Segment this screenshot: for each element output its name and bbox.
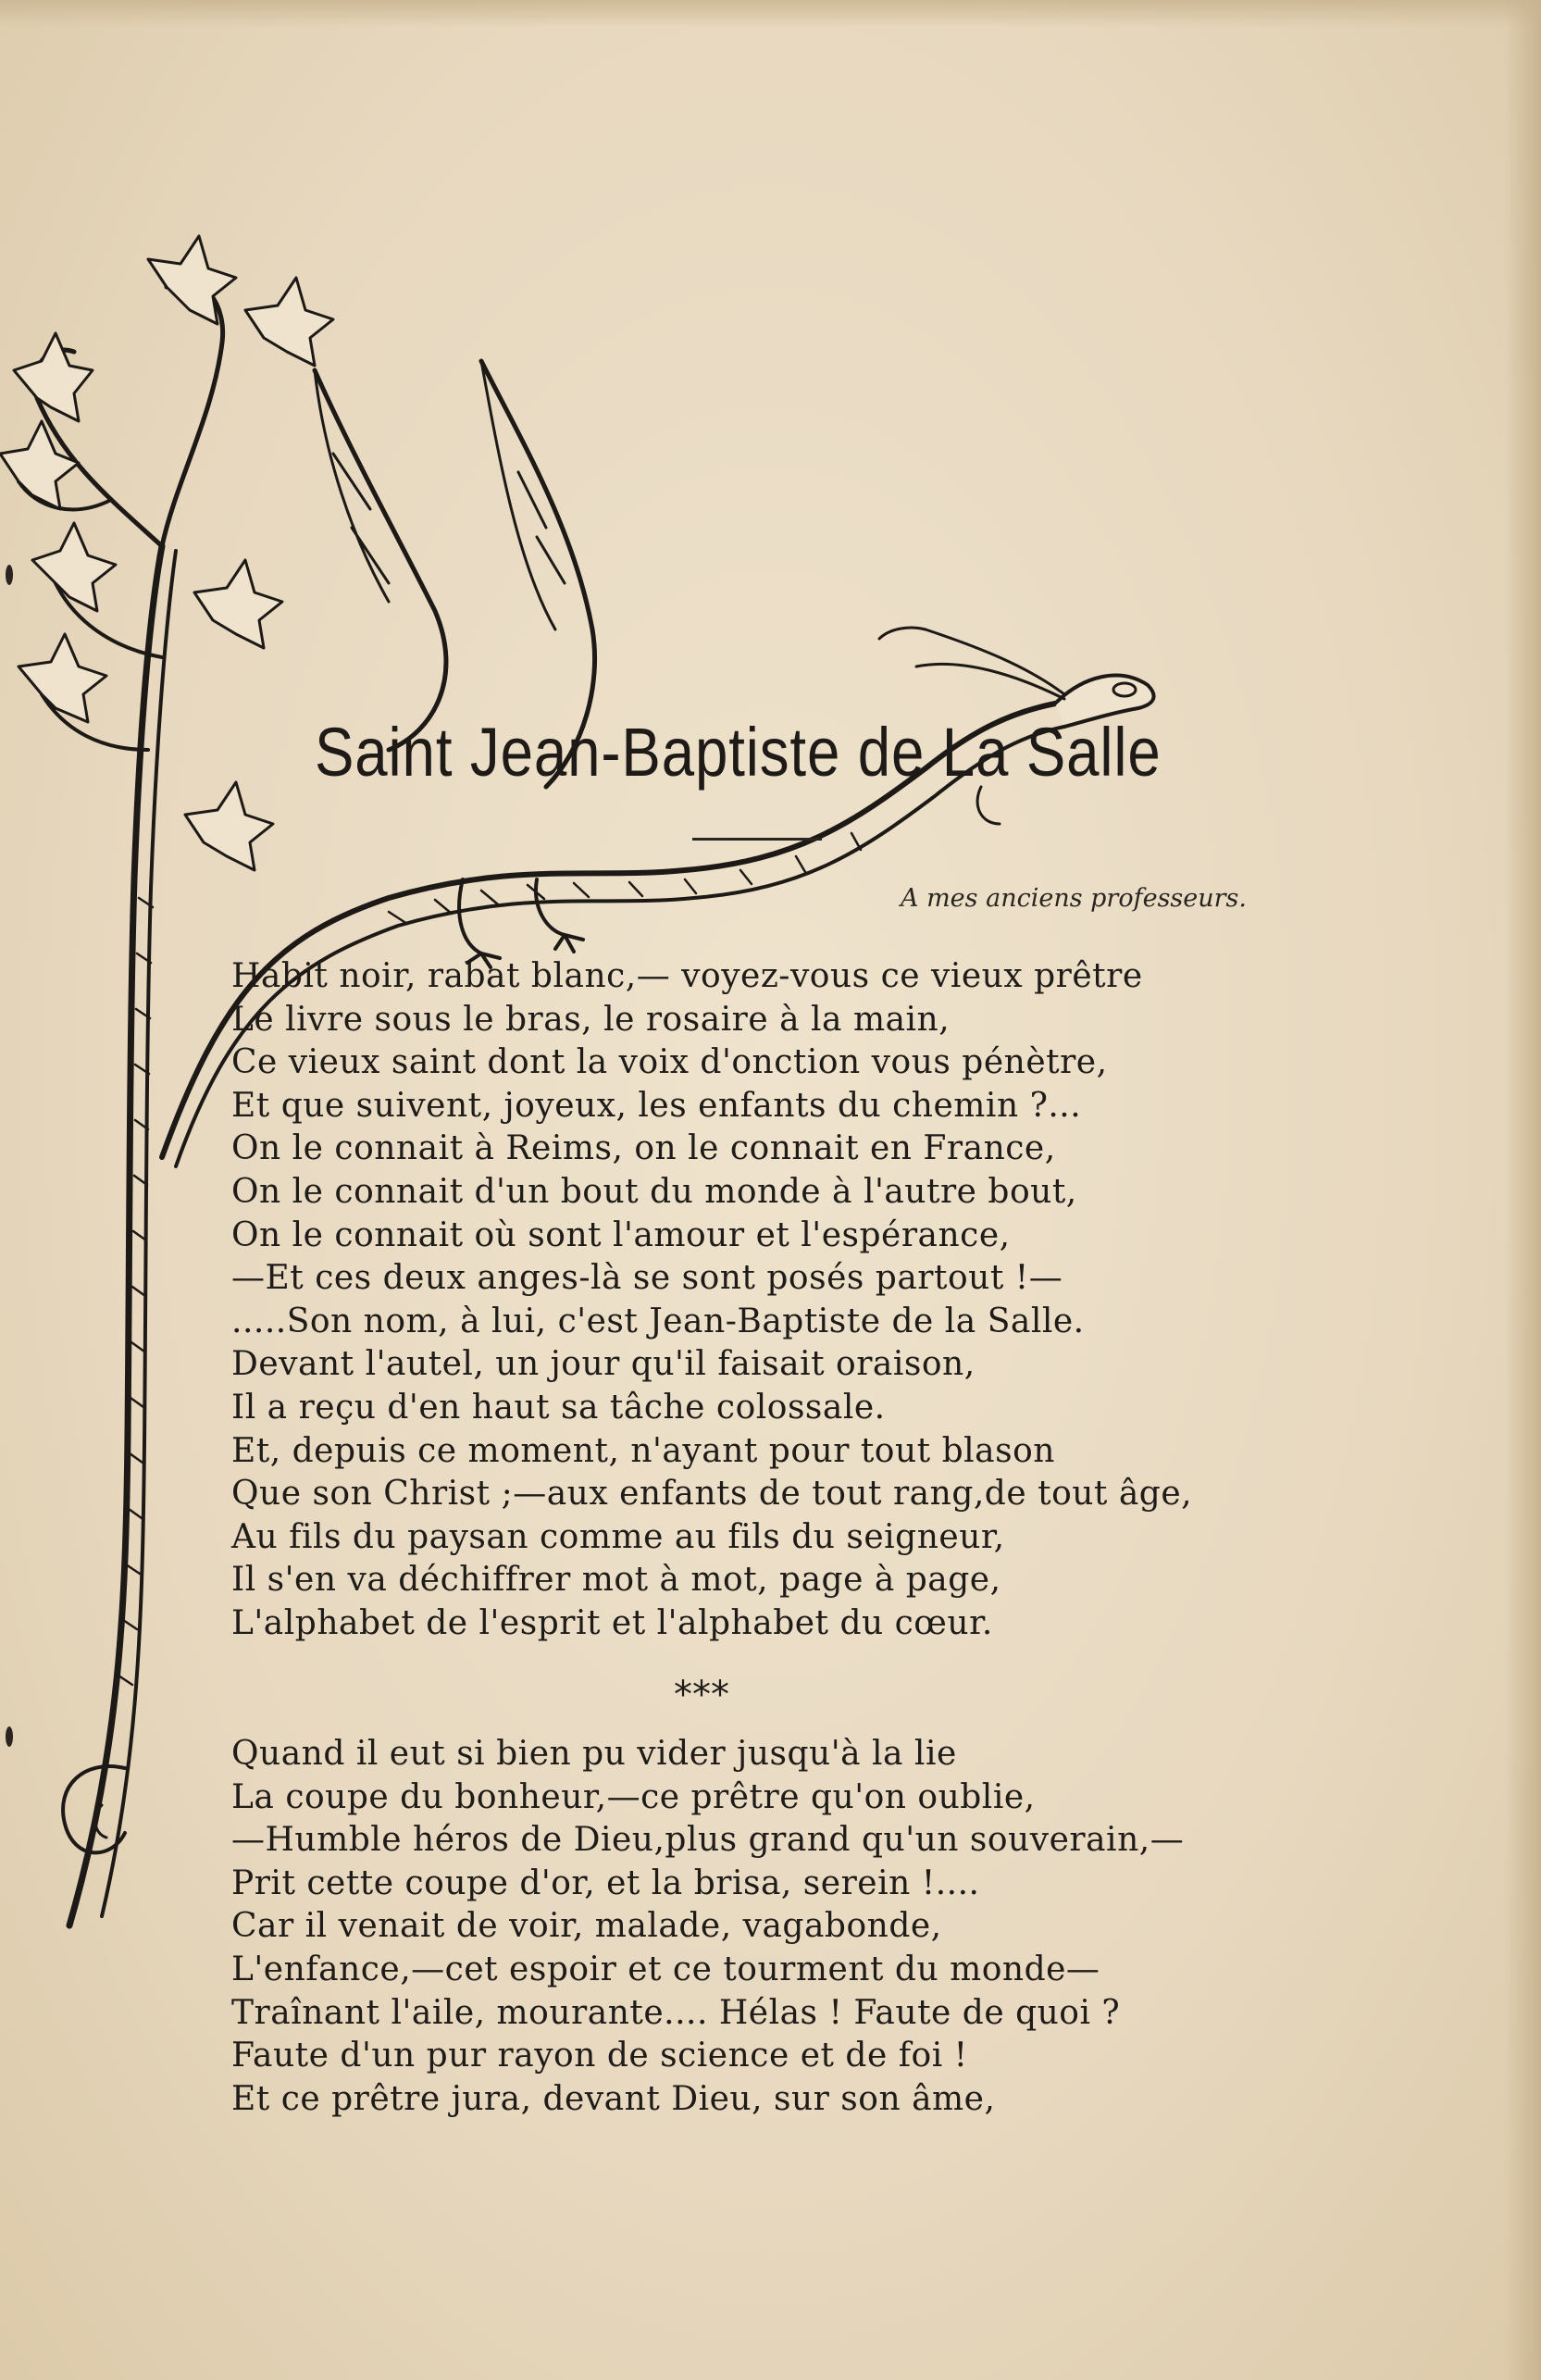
poem-line: Que son Christ ;—aux enfants de tout rang,de tout âge, [231,1475,1193,1514]
poem-line: Le livre sous le bras, le rosaire à la main, [231,1000,951,1039]
poem-line: Et que suivent, joyeux, les enfants du chemin ?... [231,1086,1082,1125]
poem-line: Car il venait de voir, malade, vagabonde, [231,1907,942,1946]
page-title: Saint Jean-Baptiste de La Salle [315,714,1162,791]
poem-line: Habit noir, rabat blanc,— voyez-vous ce vieux prêtre [231,957,1143,995]
poem-line: La coupe du bonheur,—ce prêtre qu'on oublie, [231,1777,1036,1816]
stanza-separator: *** [674,1674,729,1716]
dedication: A mes anciens professeurs. [901,884,1247,913]
poem-line: L'enfance,—cet espoir et ce tourment du monde— [231,1950,1100,1988]
poem-stanza-2 [231,1733,1324,2121]
poem-line: On le connait à Reims, on le connait en France, [231,1129,1056,1168]
poem-line: —Et ces deux anges-là se sont posés partout !— [231,1259,1063,1298]
poem-line: .....Son nom, à lui, c'est Jean-Baptiste de la Salle. [231,1302,1085,1340]
poem-line: Traînant l'aile, mourante.... Hélas ! Faute de quoi ? [231,1993,1121,2032]
poem-line: Devant l'autel, un jour qu'il faisait oraison, [231,1345,976,1384]
page-top-shadow [0,0,1541,28]
poem-line: Il a reçu d'en haut sa tâche colossale. [231,1388,886,1427]
poem-line: Quand il eut si bien pu vider jusqu'à la lie [231,1735,957,1773]
title-divider [692,838,822,841]
poem-line: —Humble héros de Dieu,plus grand qu'un souverain,— [231,1821,1185,1860]
poem-line: Faute d'un pur rayon de science et de foi ! [231,2037,968,2075]
poem-line: Il s'en va déchiffrer mot à mot, page à page, [231,1561,1001,1600]
poem-line: Au fils du paysan comme au fils du seigneur, [231,1517,1005,1556]
poem-line: Ce vieux saint dont la voix d'onction vous pénètre, [231,1043,1108,1082]
page-gutter-shadow [1504,0,1541,2380]
poem-line: On le connait où sont l'amour et l'espérance, [231,1215,1011,1254]
poem-stanza-1 [231,955,1324,1646]
poem-line: L'alphabet de l'esprit et l'alphabet du cœur. [231,1603,993,1642]
poem-line: Et, depuis ce moment, n'ayant pour tout blason [231,1431,1055,1470]
poem-line: Et ce prêtre jura, devant Dieu, sur son âme, [231,2079,996,2118]
poem-line: Prit cette coupe d'or, et la brisa, serein !.... [231,1863,980,1902]
poem-line: On le connait d'un bout du monde à l'autre bout, [231,1172,1077,1211]
